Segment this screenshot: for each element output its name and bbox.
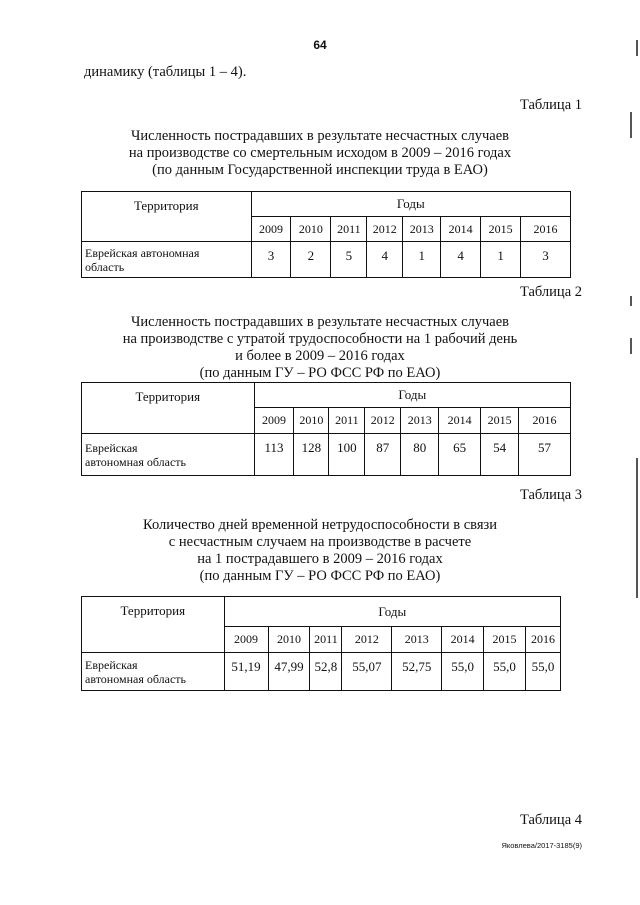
year-cell: 2014 xyxy=(441,217,481,242)
value-cell: 2 xyxy=(291,242,331,278)
year-cell: 2009 xyxy=(251,217,291,242)
year-cell: 2016 xyxy=(521,217,571,242)
scan-edge-mark xyxy=(630,338,632,354)
region-cell xyxy=(82,653,225,691)
table-2-title-line: на производстве с утратой трудоспособности на 1 рабочий день xyxy=(122,331,518,347)
year-cell: 2009 xyxy=(254,408,294,434)
table-1-label: Таблица 1 xyxy=(519,97,582,113)
table-1-title xyxy=(70,128,570,179)
table-3-title-line: Количество дней временной нетрудоспособности в связи xyxy=(143,517,497,533)
table-1-title-line: на производстве со смертельным исходом в 2009 – 2016 годах xyxy=(128,145,512,161)
value-cell: 57 xyxy=(519,434,571,476)
value-cell: 65 xyxy=(439,434,481,476)
year-cell: 2011 xyxy=(331,217,367,242)
year-cell: 2013 xyxy=(392,627,442,653)
table-row xyxy=(82,653,561,691)
value-cell: 52,8 xyxy=(310,653,342,691)
table-3-title-line: (по данным ГУ – РО ФСС РФ по ЕАО) xyxy=(199,568,441,584)
territory-header: Территория xyxy=(82,597,225,653)
year-cell: 2011 xyxy=(310,627,342,653)
scan-edge-mark xyxy=(630,112,632,138)
year-cell: 2014 xyxy=(439,408,481,434)
scan-edge-mark xyxy=(636,458,638,598)
table-2-title-line: и более в 2009 – 2016 годах xyxy=(235,348,405,364)
year-cell: 2011 xyxy=(329,408,365,434)
region-cell xyxy=(82,242,252,278)
territory-header: Территория xyxy=(82,383,255,434)
value-cell: 128 xyxy=(294,434,329,476)
value-cell: 4 xyxy=(441,242,481,278)
table-2-title xyxy=(70,314,570,382)
year-cell: 2014 xyxy=(442,627,484,653)
year-cell: 2016 xyxy=(519,408,571,434)
value-cell: 3 xyxy=(251,242,291,278)
value-cell: 47,99 xyxy=(268,653,310,691)
year-cell: 2010 xyxy=(268,627,310,653)
document-code: Яковлева/2017-3185(9) xyxy=(501,841,582,850)
year-cell: 2015 xyxy=(481,217,521,242)
value-cell: 5 xyxy=(331,242,367,278)
table-row xyxy=(82,434,571,476)
region-line: Еврейская автономная xyxy=(85,245,200,260)
years-header: Годы xyxy=(251,192,570,217)
table-2 xyxy=(81,382,571,476)
year-cell: 2013 xyxy=(403,217,441,242)
table-2-title-line: (по данным ГУ – РО ФСС РФ по ЕАО) xyxy=(199,365,441,381)
value-cell: 55,0 xyxy=(442,653,484,691)
value-cell: 55,07 xyxy=(342,653,392,691)
table-2-label: Таблица 2 xyxy=(519,284,582,300)
value-cell: 52,75 xyxy=(392,653,442,691)
intro-text: динамику (таблицы 1 – 4). xyxy=(84,64,247,80)
year-cell: 2012 xyxy=(365,408,401,434)
value-cell: 55,0 xyxy=(526,653,561,691)
year-cell: 2012 xyxy=(342,627,392,653)
value-cell: 3 xyxy=(521,242,571,278)
table-1 xyxy=(81,191,571,278)
scan-edge-mark xyxy=(630,296,632,306)
table-4-label: Таблица 4 xyxy=(519,812,582,828)
scan-edge-mark xyxy=(636,40,638,56)
value-cell: 4 xyxy=(367,242,403,278)
value-cell: 100 xyxy=(329,434,365,476)
page-number: 64 xyxy=(313,38,327,52)
year-cell: 2015 xyxy=(484,627,526,653)
year-cell: 2012 xyxy=(367,217,403,242)
year-cell: 2013 xyxy=(401,408,439,434)
table-1-title-line: (по данным Государственной инспекции труда в ЕАО) xyxy=(152,162,488,178)
territory-header: Территория xyxy=(82,192,252,242)
region-line: автономная область xyxy=(85,454,186,469)
region-line: область xyxy=(85,259,125,274)
years-header: Годы xyxy=(224,597,560,627)
year-cell: 2016 xyxy=(526,627,561,653)
value-cell: 1 xyxy=(403,242,441,278)
region-line: Еврейская xyxy=(85,657,138,672)
table-3-title xyxy=(70,517,570,585)
year-cell: 2009 xyxy=(224,627,268,653)
year-cell: 2015 xyxy=(481,408,519,434)
years-header: Годы xyxy=(254,383,570,408)
value-cell: 1 xyxy=(481,242,521,278)
table-3 xyxy=(81,596,561,691)
value-cell: 55,0 xyxy=(484,653,526,691)
table-1-title-line: Численность пострадавших в результате несчастных случаев xyxy=(130,128,510,144)
region-cell xyxy=(82,434,255,476)
region-line: Еврейская xyxy=(85,440,138,455)
value-cell: 51,19 xyxy=(224,653,268,691)
table-2-title-line: Численность пострадавших в результате несчастных случаев xyxy=(130,314,510,330)
table-3-title-line: на 1 пострадавшего в 2009 – 2016 годах xyxy=(197,551,443,567)
year-cell: 2010 xyxy=(291,217,331,242)
region-line: автономная область xyxy=(85,671,186,686)
value-cell: 54 xyxy=(481,434,519,476)
table-3-title-line: с несчастным случаем на производстве в расчете xyxy=(168,534,472,550)
value-cell: 113 xyxy=(254,434,294,476)
table-3-label: Таблица 3 xyxy=(519,487,582,503)
value-cell: 87 xyxy=(365,434,401,476)
table-row xyxy=(82,242,571,278)
year-cell: 2010 xyxy=(294,408,329,434)
value-cell: 80 xyxy=(401,434,439,476)
